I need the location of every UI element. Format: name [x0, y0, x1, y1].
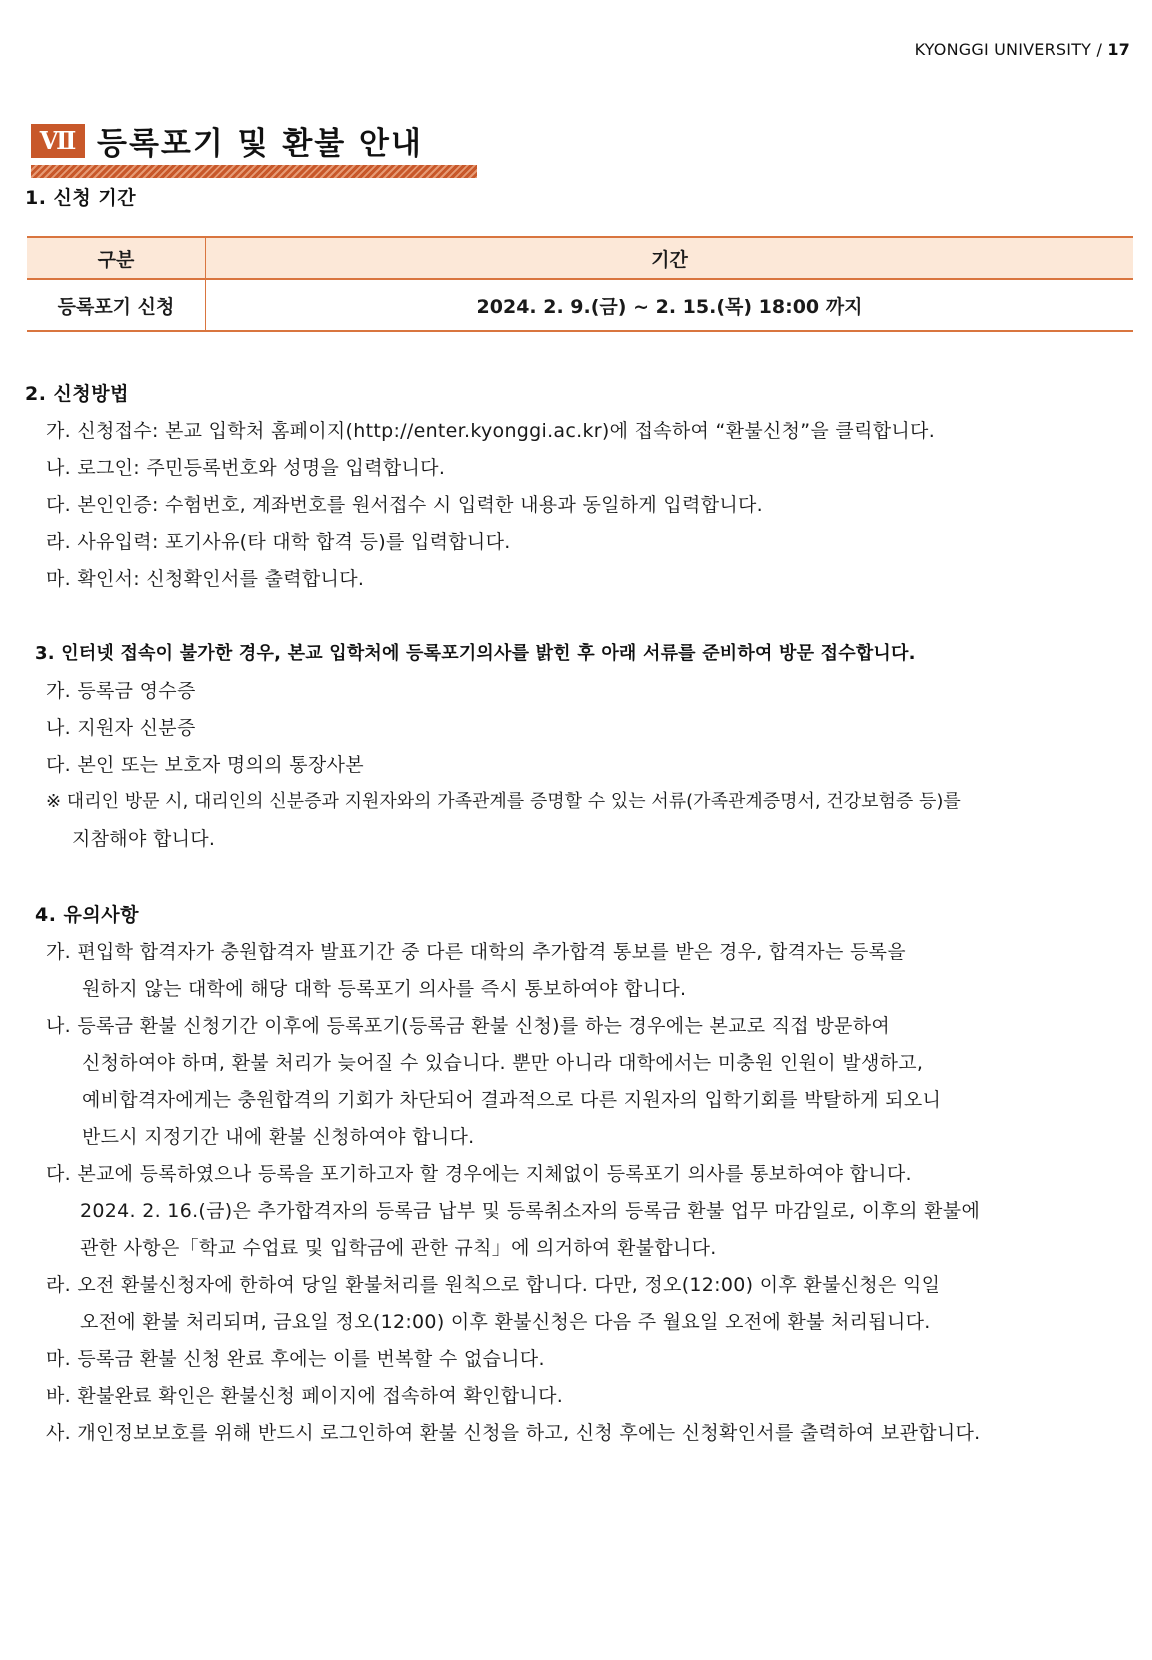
- list-item-continued: 원하지 않는 대학에 해당 대학 등록포기 의사를 즉시 통보하여야 합니다.: [82, 978, 687, 1000]
- list-item: 나. 로그인: 주민등록번호와 성명을 입력합니다.: [46, 457, 446, 479]
- list-item: 다. 본인인증: 수험번호, 계좌번호를 원서접수 시 입력한 내용과 동일하게 입력합니다.: [46, 494, 764, 516]
- section-heading-method: 2. 신청방법: [25, 383, 129, 405]
- university-name: KYONGGI UNIVERSITY: [914, 40, 1092, 59]
- list-item: 마. 확인서: 신청확인서를 출력합니다.: [46, 568, 365, 590]
- table-row: [27, 279, 1133, 331]
- list-item-continued: 2024. 2. 16.(금)은 추가합격자의 등록금 납부 및 등록취소자의 등록금 환불 업무 마감일로, 이후의 환불에: [80, 1200, 981, 1222]
- list-item-continued: 예비합격자에게는 충원합격의 기회가 차단되어 결과적으로 다른 지원자의 입학기회를 박탈하게 되오니: [82, 1089, 942, 1111]
- list-item: 나. 등록금 환불 신청기간 이후에 등록포기(등록금 환불 신청)를 하는 경우에는 본교로 직접 방문하여: [46, 1015, 891, 1037]
- list-item-continued: 신청하여야 하며, 환불 처리가 늦어질 수 있습니다. 뿐만 아니라 대학에서는 미충원 인원이 발생하고,: [82, 1052, 924, 1074]
- table-cell: 등록포기 신청: [27, 279, 206, 331]
- table-header-cell: 구분: [27, 237, 206, 279]
- page-header: [915, 40, 1130, 59]
- period-table: [27, 236, 1133, 332]
- list-item: 다. 본교에 등록하였으나 등록을 포기하고자 할 경우에는 지체없이 등록포기 의사를 통보하여야 합니다.: [46, 1163, 912, 1185]
- note-item: ※ 대리인 방문 시, 대리인의 신분증과 지원자와의 가족관계를 증명할 수 있는 서류(가족관계증명서, 건강보험증 등)를: [46, 791, 961, 812]
- list-item: 라. 오전 환불신청자에 한하여 당일 환불처리를 원칙으로 합니다. 다만, 정오(12:00) 이후 환불신청은 익일: [46, 1274, 941, 1296]
- list-item: 마. 등록금 환불 신청 완료 후에는 이를 번복할 수 없습니다.: [46, 1348, 545, 1370]
- list-item: 사. 개인정보보호를 위해 반드시 로그인하여 환불 신청을 하고, 신청 후에는 신청확인서를 출력하여 보관합니다.: [46, 1422, 981, 1444]
- list-item-continued: 오전에 환불 처리되며, 금요일 정오(12:00) 이후 환불신청은 다음 주 월요일 오전에 환불 처리됩니다.: [80, 1311, 931, 1333]
- list-item: 나. 지원자 신분증: [46, 717, 196, 739]
- page-title: [31, 118, 423, 163]
- section-heading-notes: 4. 유의사항: [35, 904, 139, 926]
- header-separator: /: [1096, 40, 1103, 59]
- note-item-continued: 지참해야 합니다.: [72, 828, 216, 850]
- list-item: 가. 등록금 영수증: [46, 680, 196, 702]
- title-text: 등록포기 및 환불 안내: [97, 126, 423, 162]
- table-header-cell: 기간: [206, 237, 1134, 279]
- section-heading-visit: 3. 인터넷 접속이 불가한 경우, 본교 입학처에 등록포기의사를 밝힌 후 아래 서류를 준비하여 방문 접수합니다.: [35, 643, 916, 664]
- table-header-row: [27, 237, 1133, 279]
- list-item-continued: 반드시 지정기간 내에 환불 신청하여야 합니다.: [82, 1126, 475, 1148]
- section-heading-period: 1. 신청 기간: [25, 187, 137, 209]
- list-item: 다. 본인 또는 보호자 명의의 통장사본: [46, 754, 364, 776]
- list-item: 가. 편입학 합격자가 충원합격자 발표기간 중 다른 대학의 추가합격 통보를 받은 경우, 합격자는 등록을: [46, 941, 906, 963]
- list-item: 라. 사유입력: 포기사유(타 대학 합격 등)를 입력합니다.: [46, 531, 511, 553]
- list-item: 가. 신청접수: 본교 입학처 홈페이지(http://enter.kyonggi.ac.kr)에 접속하여 “환불신청”을 클릭합니다.: [46, 420, 936, 442]
- table-cell: 2024. 2. 9.(금) ~ 2. 15.(목) 18:00 까지: [206, 279, 1134, 331]
- list-item: 바. 환불완료 확인은 환불신청 페이지에 접속하여 확인합니다.: [46, 1385, 564, 1407]
- page-number: 17: [1107, 40, 1130, 59]
- chapter-badge: Ⅶ: [31, 124, 85, 158]
- list-item-continued: 관한 사항은「학교 수업료 및 입학금에 관한 규칙」에 의거하여 환불합니다.: [80, 1237, 717, 1259]
- title-underline-bar: [31, 165, 477, 178]
